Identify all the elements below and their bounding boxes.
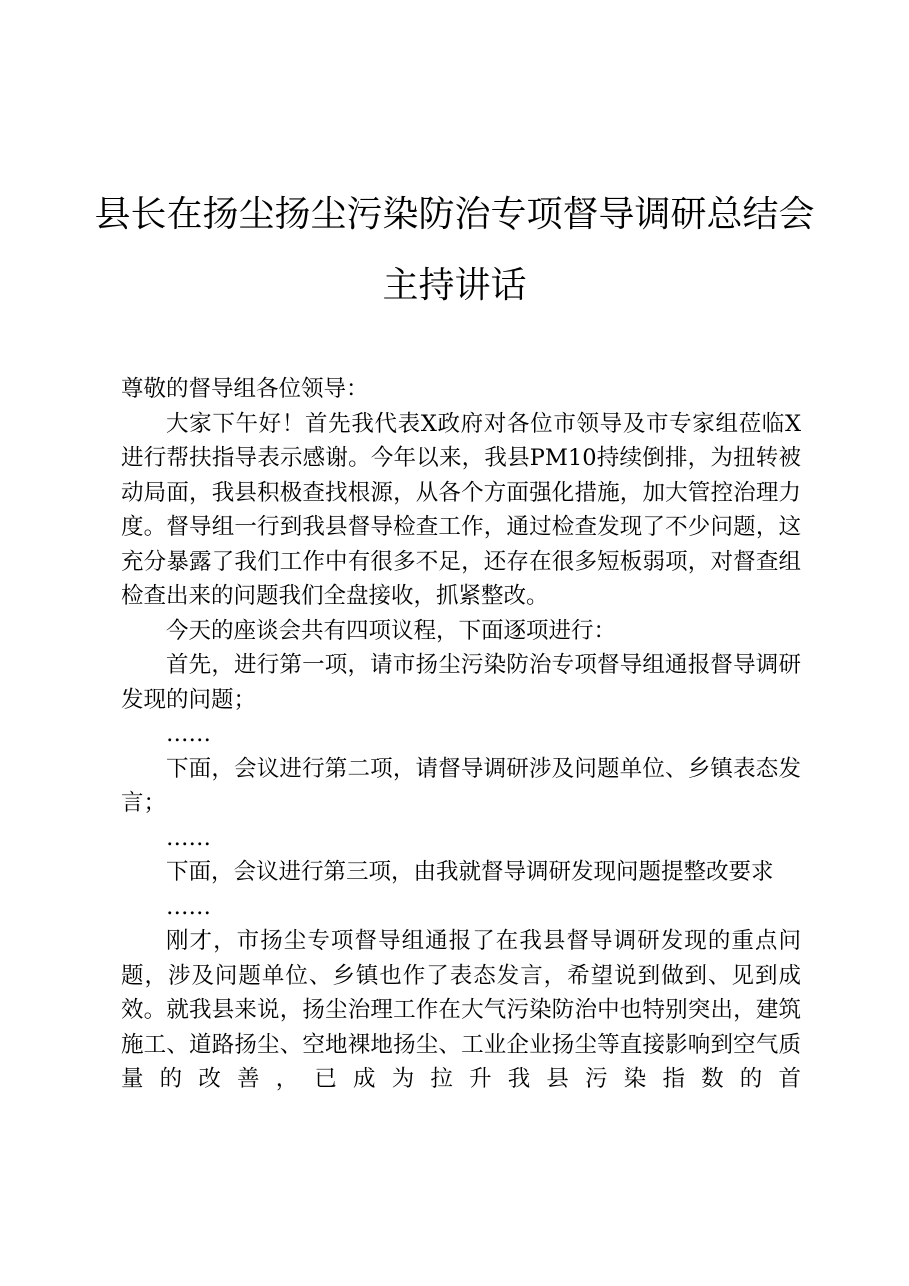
paragraph-opening: 大家下午好！首先我代表X政府对各位市领导及市专家组莅临X进行帮扶指导表示感谢。今年以来，我县PM10持续倒排，为扭转被动局面，我县积极查找根源，从各个方面强化措施，加大管控治理力度。督导组一行到我县督导检查工作，通过检查发现了不少问题，这充分暴露了我们工作中有很多不足，还存在很多短板弱项，对督查组检查出来的问题我们全盘接收，抓紧整改。 <box>121 410 801 609</box>
ellipsis-2: …… <box>166 824 211 851</box>
paragraph-agenda-item-2: 下面，会议进行第二项，请督导调研涉及问题单位、乡镇表态发言； <box>121 755 801 816</box>
document-body <box>121 372 801 1097</box>
paragraph-agenda-item-3: 下面，会议进行第三项，由我就督导调研发现问题提整改要求 <box>166 859 774 885</box>
paragraph-agenda-intro: 今天的座谈会共有四项议程，下面逐项进行： <box>166 617 617 644</box>
salutation: 尊敬的督导组各位领导： <box>121 376 369 402</box>
paragraph-summary: 刚才，市扬尘专项督导组通报了在我县督导调研发现的重点问题，涉及问题单位、乡镇也作了表态发言，希望说到做到、见到成效。就我县来说，扬尘治理工作在大气污染防治中也特别突出，建筑施工、道路扬尘、空地裸地扬尘、工业企业扬尘等直接影响到空气质量的改善，已成为拉升我县污染指数的首 <box>121 928 801 1092</box>
ellipsis-3: …… <box>166 893 211 920</box>
document-title-line-1: 县长在扬尘扬尘污染防治专项督导调研总结会 <box>94 194 815 235</box>
paragraph-agenda-item-1: 首先，进行第一项，请市扬尘污染防治专项督导组通报督导调研发现的问题； <box>121 652 801 713</box>
document-title-line-2: 主持讲话 <box>382 265 527 306</box>
ellipsis-1: …… <box>166 721 211 747</box>
